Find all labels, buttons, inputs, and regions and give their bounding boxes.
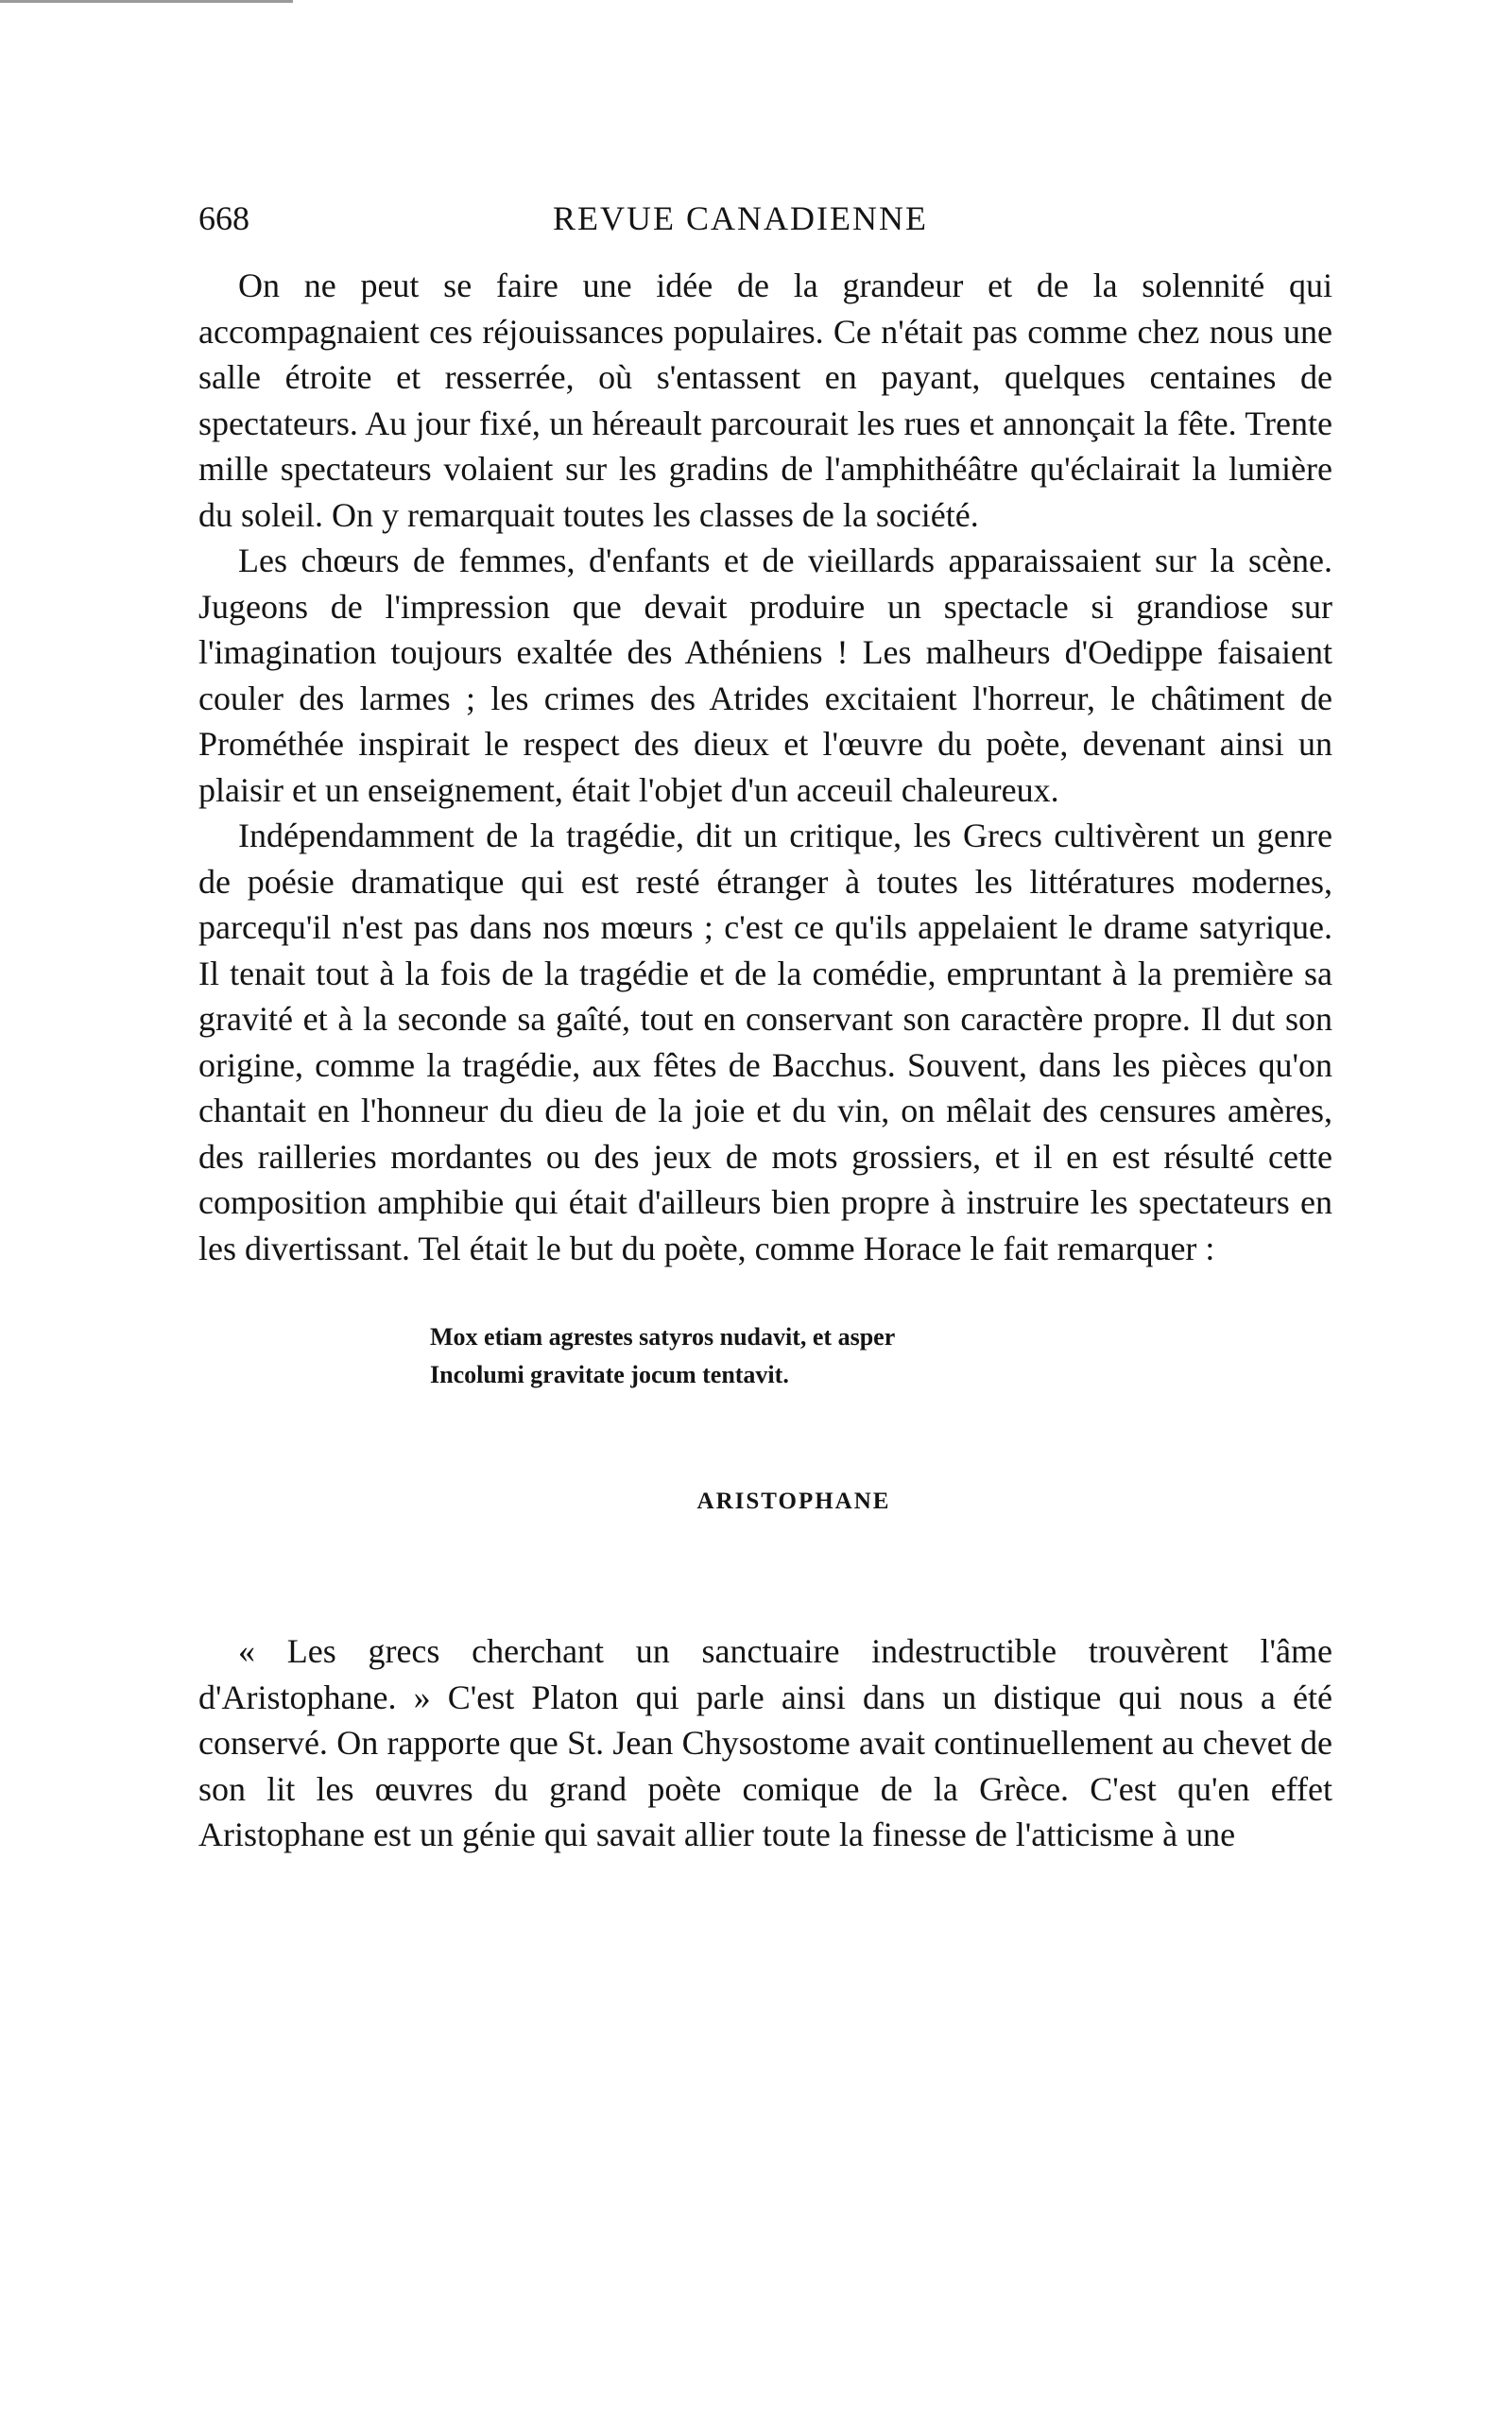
scan-edge-mark	[0, 0, 293, 3]
paragraph-choeurs: Les chœurs de femmes, d'enfants et de vieillards apparaissaient sur la scène. Jugeons de l'impression que devait produire un spectacle si grandiose sur l'imagination toujours exaltée des Athéniens ! Les malheurs d'Oedippe faisaient couler des larmes ; les crimes des Atrides excitaient l'horreur, le châtiment de Prométhée inspirait le respect des dieux et l'œuvre du poète, devenant ainsi un plaisir et un enseignement, était l'objet d'un acceuil chaleureux.	[198, 542, 1332, 809]
paragraph-aristophane: « Les grecs cherchant un sanctuaire indestructible trouvèrent l'âme d'Aristophane. » C'est Platon qui parle ainsi dans un distique qui nous a été conservé. On rapporte que St. Jean Chysostome avait continuellement au chevet de son lit les œuvres du grand poète comique de la Grèce. C'est qu'en effet Aristophane est un génie qui savait allier toute la finesse de l'atticisme à une	[198, 1632, 1332, 1853]
page-number: 668	[198, 199, 249, 237]
section-heading: ARISTOPHANE	[696, 1489, 891, 1514]
running-title: REVUE CANADIENNE	[553, 199, 928, 237]
verse-line-1: Mox etiam agrestes satyros nudavit, et asper	[430, 1323, 896, 1351]
page-header	[198, 189, 1332, 246]
paragraph-drame-satyrique: Indépendamment de la tragédie, dit un critique, les Grecs cultivèrent un genre de poésie dramatique qui est resté étranger à toutes les littératures modernes, parcequ'il n'est pas dans nos mœurs ; c'est ce qu'ils appelaient le drame satyrique. Il tenait tout à la fois de la tragédie et de la comédie, empruntant à la première sa gravité et à la seconde sa gaîté, tout en conservant son caractère propre. Il dut son origine, comme la tragédie, aux fêtes de Bacchus. Souvent, dans les pièces qu'on chantait en l'honneur du dieu de la joie et du vin, on mêlait des censures amères, des railleries mordantes ou des jeux de mots grossiers, et il en est résulté cette composition amphibie qui était d'ailleurs bien propre à instruire les spectateurs en les divertissant. Tel était le but du poète, comme Horace le fait remarquer :	[198, 817, 1332, 1267]
paragraph-spectacle: On ne peut se faire une idée de la grandeur et de la solennité qui accompagnaient ces réjouissances populaires. Ce n'était pas comme chez nous une salle étroite et resserrée, où s'entassent en payant, quelques centaines de spectateurs. Au jour fixé, un héreault parcourait les rues et annonçait la fête. Trente mille spectateurs volaient sur les gradins de l'amphithéâtre qu'éclairait la lumière du soleil. On y remarquait toutes les classes de la société.	[198, 267, 1332, 534]
book-page	[198, 189, 1332, 1858]
verse-line-2: Incolumi gravitate jocum tentavit.	[430, 1361, 789, 1388]
horace-quotation	[430, 1318, 1332, 1394]
